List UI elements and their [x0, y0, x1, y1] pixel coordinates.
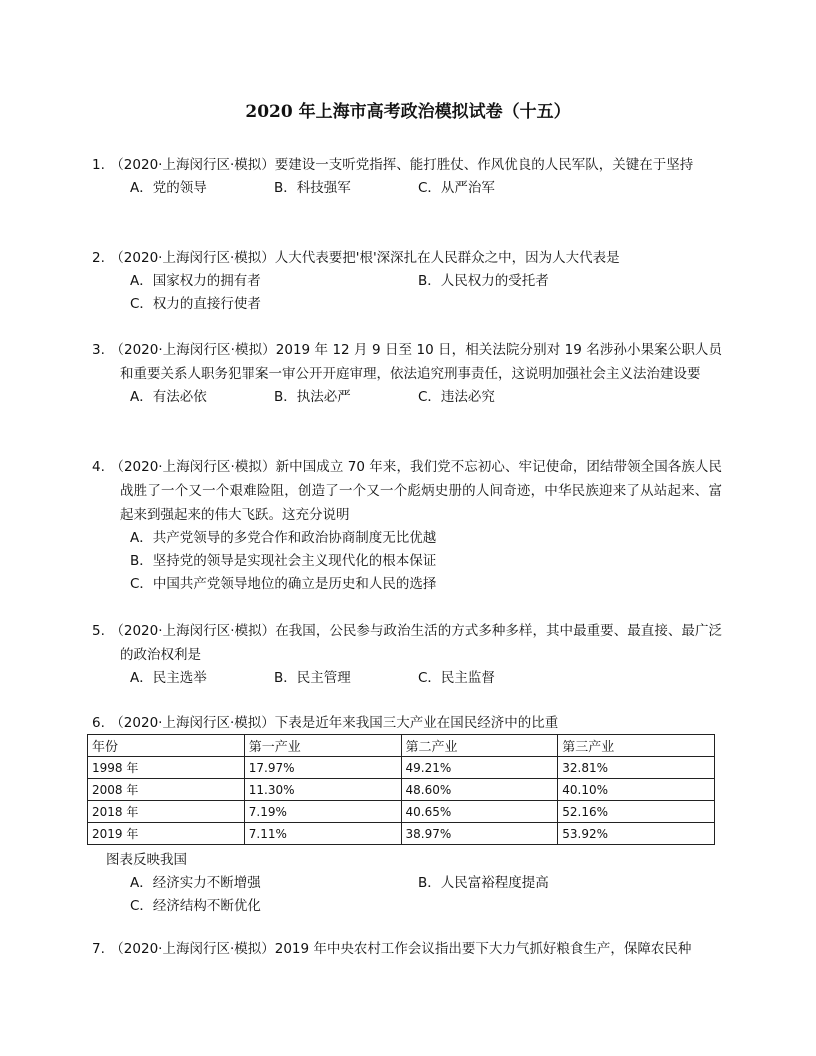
industry-share-table [87, 734, 715, 845]
table-cell: 11.30% [244, 779, 401, 801]
table-cell: 1998 年 [88, 757, 245, 779]
options [106, 872, 722, 918]
options [106, 667, 722, 690]
table-cell: 38.97% [401, 823, 558, 845]
question-2 [92, 246, 722, 316]
option-b[interactable]: B．执法必严 [274, 389, 351, 405]
table-cell: 2018 年 [88, 801, 245, 823]
followup-text: 图表反映我国 [106, 852, 187, 868]
option-c[interactable]: C．从严治军 [418, 180, 495, 196]
question-4 [92, 455, 723, 596]
option-b[interactable]: B．科技强军 [274, 180, 351, 196]
question-text: （2020·上海闵行区·模拟）2019 年 12 月 9 日至 10 日，相关法院分别对 19 名涉孙小果案公职人员和重要关系人职务犯罪案一审公开开庭审理，依法追究刑事责任，这说明加强社会主义法治建设要 [110, 342, 723, 382]
question-stem: 5. （2020·上海闵行区·模拟）在我国，公民参与政治生活的方式多种多样，其中最重要、最直接、最广泛的政治权利是 [92, 623, 722, 663]
question-text: （2020·上海闵行区·模拟）在我国，公民参与政治生活的方式多种多样，其中最重要、最直接、最广泛的政治权利是 [110, 623, 722, 663]
question-stem: 6. （2020·上海闵行区·模拟）下表是近年来我国三大产业在国民经济中的比重 [92, 715, 559, 731]
options [106, 527, 722, 596]
option-a[interactable]: A．国家权力的拥有者 [130, 273, 261, 289]
table-cell: 40.10% [558, 779, 715, 801]
table-cell: 40.65% [401, 801, 558, 823]
option-b[interactable]: B．人民权力的受托者 [418, 273, 549, 289]
options [106, 386, 722, 409]
table-row [88, 823, 715, 845]
question-stem: 7. （2020·上海闵行区·模拟）2019 年中央农村工作会议指出要下大力气抓好粮食生产，保障农民种 [92, 941, 692, 957]
table-header-cell: 第三产业 [558, 735, 715, 757]
table-header-cell: 第二产业 [401, 735, 558, 757]
option-a[interactable]: A．经济实力不断增强 [130, 875, 261, 891]
question-1 [92, 153, 722, 200]
table-cell: 52.16% [558, 801, 715, 823]
table-cell: 48.60% [401, 779, 558, 801]
table-cell: 53.92% [558, 823, 715, 845]
question-text: （2020·上海闵行区·模拟）人大代表要把'根'深深扎在人民群众之中，因为人大代表是 [110, 250, 620, 266]
table-cell: 7.11% [244, 823, 401, 845]
option-c[interactable]: C．经济结构不断优化 [130, 898, 261, 914]
options [106, 270, 722, 316]
option-b[interactable]: B．坚持党的领导是实现社会主义现代化的根本保证 [130, 553, 437, 569]
table-header-row [88, 735, 715, 757]
table-header-cell: 年份 [88, 735, 245, 757]
table-row [88, 801, 715, 823]
question-3 [92, 338, 723, 409]
question-text: （2020·上海闵行区·模拟）要建设一支听党指挥、能打胜仗、作风优良的人民军队，关键在于坚持 [110, 157, 694, 173]
question-text: （2020·上海闵行区·模拟）新中国成立 70 年来，我们党不忘初心、牢记使命，团结带领全国各族人民战胜了一个又一个艰难险阻，创造了一个又一个彪炳史册的人间奇迹，中华民族迎来了从站起来、富起来到强起来的伟大飞跃。这充分说明 [110, 459, 723, 523]
table-cell: 49.21% [401, 757, 558, 779]
option-c[interactable]: C．中国共产党领导地位的确立是历史和人民的选择 [130, 576, 437, 592]
table-cell: 32.81% [558, 757, 715, 779]
table-row [88, 757, 715, 779]
option-b[interactable]: B．人民富裕程度提高 [418, 875, 549, 891]
question-text: （2020·上海闵行区·模拟）2019 年中央农村工作会议指出要下大力气抓好粮食生产，保障农民种 [110, 941, 692, 957]
option-a[interactable]: A．民主选举 [130, 670, 207, 686]
question-6-followup [106, 849, 722, 918]
question-stem: 2. （2020·上海闵行区·模拟）人大代表要把'根'深深扎在人民群众之中，因为人大代表是 [92, 250, 620, 266]
options [106, 177, 722, 200]
table-header-cell: 第一产业 [244, 735, 401, 757]
table-cell: 2008 年 [88, 779, 245, 801]
option-c[interactable]: C．民主监督 [418, 670, 495, 686]
option-c[interactable]: C．违法必究 [418, 389, 495, 405]
table-cell: 17.97% [244, 757, 401, 779]
option-a[interactable]: A．共产党领导的多党合作和政治协商制度无比优越 [130, 530, 437, 546]
question-7 [92, 937, 722, 961]
option-a[interactable]: A．党的领导 [130, 180, 207, 196]
option-a[interactable]: A．有法必依 [130, 389, 207, 405]
question-stem: 3. （2020·上海闵行区·模拟）2019 年 12 月 9 日至 10 日，相关法院分别对 19 名涉孙小果案公职人员和重要关系人职务犯罪案一审公开开庭审理，依法追究刑事责任，这说明加强社会主义法治建设要 [92, 342, 723, 382]
question-stem: 1. （2020·上海闵行区·模拟）要建设一支听党指挥、能打胜仗、作风优良的人民军队，关键在于坚持 [92, 157, 694, 173]
table-row [88, 779, 715, 801]
paper-title: 2020 年上海市高考政治模拟试卷（十五） [245, 102, 571, 122]
question-text: （2020·上海闵行区·模拟）下表是近年来我国三大产业在国民经济中的比重 [110, 715, 559, 731]
table-cell: 2019 年 [88, 823, 245, 845]
question-6 [92, 711, 722, 735]
question-5 [92, 619, 722, 690]
table-cell: 7.19% [244, 801, 401, 823]
option-c[interactable]: C．权力的直接行使者 [130, 296, 261, 312]
option-b[interactable]: B．民主管理 [274, 670, 351, 686]
question-stem: 4. （2020·上海闵行区·模拟）新中国成立 70 年来，我们党不忘初心、牢记使命，团结带领全国各族人民战胜了一个又一个艰难险阻，创造了一个又一个彪炳史册的人间奇迹，中华民族迎来了从站起来、富起来到强起来的伟大飞跃。这充分说明 [92, 459, 723, 523]
